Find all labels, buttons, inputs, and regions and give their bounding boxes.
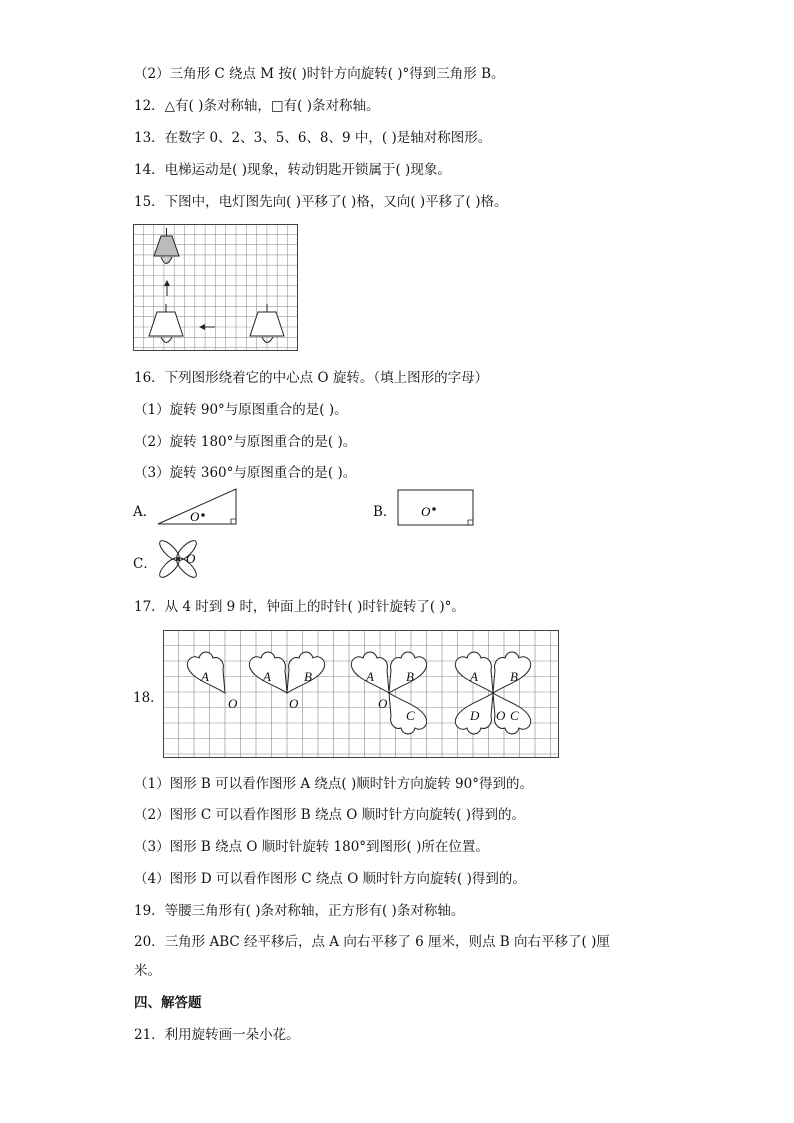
fig2-label-o: O bbox=[289, 696, 299, 711]
q19: 19．等腰三角形有( )条对称轴，正方形有( )条对称轴。 bbox=[134, 903, 465, 919]
rotation-grid-figure bbox=[163, 630, 559, 760]
option-b-center: O bbox=[421, 504, 431, 519]
q15: 15．下图中，电灯图先向( )平移了( )格，又向( )平移了( )格。 bbox=[134, 194, 508, 210]
q20-cont: 米。 bbox=[134, 963, 161, 979]
fig4-label-c: C bbox=[510, 708, 519, 723]
option-c-petals bbox=[150, 534, 210, 586]
option-b-label: B． bbox=[373, 504, 397, 520]
fig1-label-a: A bbox=[201, 669, 209, 684]
fig1-label-o: O bbox=[228, 696, 238, 711]
fig3-label-c: C bbox=[406, 708, 415, 723]
q20: 20．三角形 ABC 经平移后，点 A 向右平移了 6 厘米，则点 B 向右平移了( )厘 bbox=[134, 934, 610, 950]
option-c-label: C． bbox=[133, 556, 157, 572]
fig4-label-d: D bbox=[470, 708, 480, 723]
fig3-label-b: B bbox=[406, 669, 414, 684]
fig4-label-a: A bbox=[470, 669, 478, 684]
option-a-triangle bbox=[155, 487, 240, 527]
q18-part2: （2）图形 C 可以看作图形 B 绕点 O 顺时针方向旋转( )得到的。 bbox=[134, 807, 525, 823]
q16-part1: （1）旋转 90°与原图重合的是( )。 bbox=[134, 402, 348, 418]
q18-part3: （3）图形 B 绕点 O 顺时针旋转 180°到图形( )所在位置。 bbox=[134, 839, 489, 855]
q18-number: 18． bbox=[133, 690, 164, 706]
option-b-rectangle bbox=[396, 488, 476, 528]
fig4-label-o: O bbox=[496, 708, 506, 723]
fig3-label-o: O bbox=[378, 696, 388, 711]
lamp-grid-figure bbox=[133, 224, 298, 351]
q16-part2: （2）旋转 180°与原图重合的是( )。 bbox=[134, 434, 357, 450]
q12: 12．△有( )条对称轴，□有( )条对称轴。 bbox=[134, 98, 380, 114]
option-a-label: A． bbox=[133, 504, 157, 520]
option-a-center: O bbox=[190, 509, 200, 524]
fig2-label-b: B bbox=[304, 669, 312, 684]
fig2-label-a: A bbox=[263, 669, 271, 684]
q21: 21．利用旋转画一朵小花。 bbox=[134, 1027, 300, 1043]
q14: 14．电梯运动是( )现象，转动钥匙开锁属于( )现象。 bbox=[134, 162, 451, 178]
fig3-label-a: A bbox=[366, 669, 374, 684]
fig4-label-b: B bbox=[510, 669, 518, 684]
q18-part4: （4）图形 D 可以看作图形 C 绕点 O 顺时针方向旋转( )得到的。 bbox=[134, 871, 526, 887]
q16: 16．下列图形绕着它的中心点 O 旋转。（填上图形的字母） bbox=[134, 370, 489, 386]
q13: 13．在数字 0、2、3、5、6、8、9 中，( )是轴对称图形。 bbox=[134, 130, 492, 146]
q16-part3: （3）旋转 360°与原图重合的是( )。 bbox=[134, 465, 357, 481]
option-c-center: O bbox=[186, 551, 196, 566]
q18-part1: （1）图形 B 可以看作图形 A 绕点( )顺时针方向旋转 90°得到的。 bbox=[134, 776, 533, 792]
q11-part2: （2）三角形 C 绕点 M 按( )时针方向旋转( )°得到三角形 B。 bbox=[134, 66, 505, 82]
q17: 17．从 4 时到 9 时，钟面上的时针( )时针旋转了( )°。 bbox=[134, 599, 465, 615]
section-4-heading: 四、解答题 bbox=[134, 995, 202, 1011]
